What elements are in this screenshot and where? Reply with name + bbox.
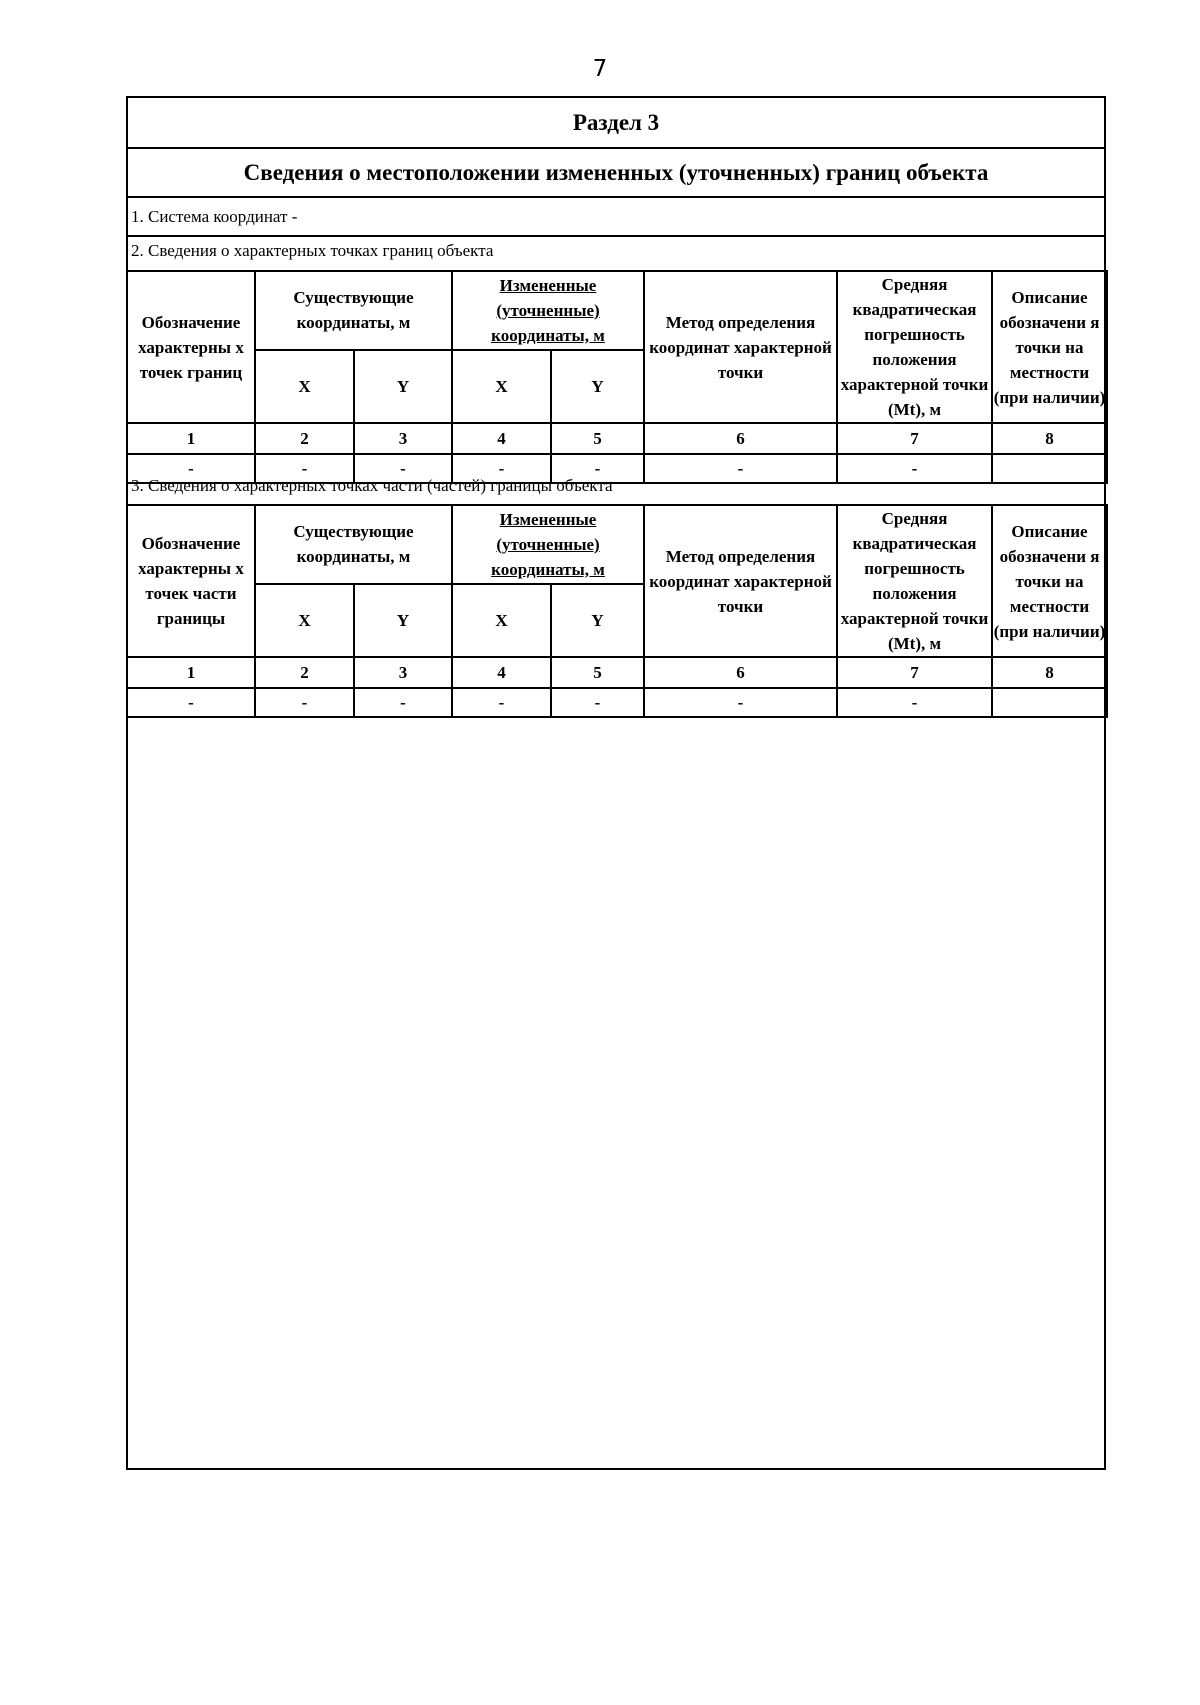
column-number: 8 <box>992 657 1107 688</box>
table-cell: - <box>837 454 992 483</box>
header-error: Средняя квадратическая погрешность положения характерной точки (Mt), м <box>837 505 992 657</box>
table-cell: - <box>354 454 452 483</box>
column-number: 1 <box>127 423 255 454</box>
column-number: 2 <box>255 423 354 454</box>
header-existing-y: Y <box>354 584 452 657</box>
table-cell: - <box>644 454 837 483</box>
column-number: 4 <box>452 423 551 454</box>
column-number: 7 <box>837 657 992 688</box>
column-number: 6 <box>644 657 837 688</box>
column-number: 3 <box>354 657 452 688</box>
header-error: Средняя квадратическая погрешность положения характерной точки (Mt), м <box>837 271 992 423</box>
table2-caption: 3. Сведения о характерных точках части (частей) границы объекта <box>131 476 613 495</box>
header-existing-x: X <box>255 584 354 657</box>
table-cell: - <box>452 454 551 483</box>
header-existing-x: X <box>255 350 354 423</box>
table-cell: - <box>837 688 992 717</box>
column-number: 5 <box>551 423 644 454</box>
section-frame <box>126 96 1106 1470</box>
header-method: Метод определения координат характерной точки <box>644 505 837 657</box>
column-number: 3 <box>354 423 452 454</box>
boundary-points-table <box>126 270 1108 484</box>
header-point-designation: Обозначение характерны х точек границ <box>127 271 255 423</box>
table-cell: - <box>255 454 354 483</box>
header-changed-x: X <box>452 350 551 423</box>
table1-caption: 2. Сведения о характерных точках границ объекта <box>131 241 494 260</box>
header-description: Описание обозначени я точки на местности (при наличии) <box>992 505 1107 657</box>
section-subtitle: Сведения о местоположении измененных (уточненных) границ объекта <box>128 149 1104 198</box>
table-cell <box>992 454 1107 483</box>
table-cell: - <box>452 688 551 717</box>
header-changed-coords: Измененные (уточненные) координаты, м <box>452 505 644 584</box>
table-cell: - <box>127 688 255 717</box>
header-changed-y: Y <box>551 350 644 423</box>
table-cell: - <box>127 454 255 483</box>
table-cell: - <box>551 454 644 483</box>
section-title: Раздел 3 <box>128 98 1104 149</box>
table-cell: - <box>354 688 452 717</box>
page-number: 7 <box>592 56 608 82</box>
header-existing-y: Y <box>354 350 452 423</box>
header-point-designation: Обозначение характерны х точек части границы <box>127 505 255 657</box>
header-description: Описание обозначени я точки на местности (при наличии) <box>992 271 1107 423</box>
column-number: 8 <box>992 423 1107 454</box>
column-number: 5 <box>551 657 644 688</box>
header-existing-coords: Существующие координаты, м <box>255 271 452 350</box>
coordinate-system-line: 1. Система координат - <box>128 198 1104 237</box>
table-cell: - <box>644 688 837 717</box>
column-number: 6 <box>644 423 837 454</box>
table-cell: - <box>255 688 354 717</box>
header-method: Метод определения координат характерной точки <box>644 271 837 423</box>
header-changed-coords: Измененные (уточненные) координаты, м <box>452 271 644 350</box>
header-changed-y: Y <box>551 584 644 657</box>
column-number: 1 <box>127 657 255 688</box>
header-changed-x: X <box>452 584 551 657</box>
header-existing-coords: Существующие координаты, м <box>255 505 452 584</box>
table-cell <box>992 688 1107 717</box>
column-number: 2 <box>255 657 354 688</box>
table-cell: - <box>551 688 644 717</box>
boundary-part-points-table <box>126 504 1108 718</box>
column-number: 7 <box>837 423 992 454</box>
column-number: 4 <box>452 657 551 688</box>
table-row <box>127 688 1107 717</box>
